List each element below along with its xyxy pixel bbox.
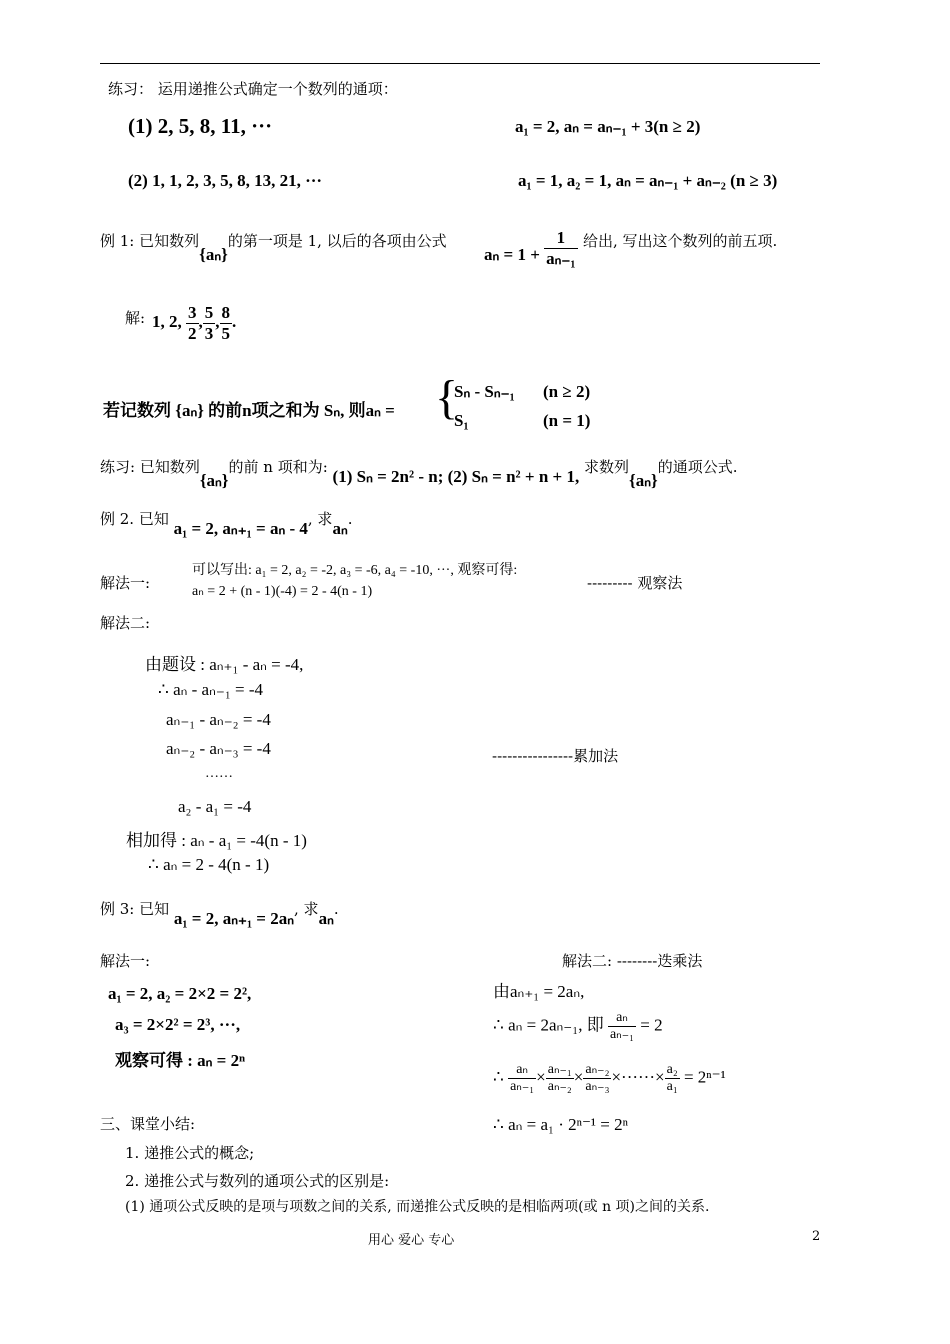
example3-m1-line1: a₁ = 2, a₂ = 2×2 = 2², <box>108 984 252 1003</box>
header-rule <box>100 63 820 64</box>
recurrence-1: a₁ = 2, aₙ = aₙ₋₁ + 3(n ≥ 2) <box>515 117 701 136</box>
example2-prompt: 例 2. 已知 a₁ = 2, aₙ₊₁ = aₙ - 4, 求aₙ. <box>100 510 353 538</box>
example1-solution-label: 解: <box>125 309 146 327</box>
example3-method2-label: 解法二: --------迭乘法 <box>562 952 703 970</box>
example2-method1-tag: --------- 观察法 <box>587 574 683 592</box>
sequence-2: (2) 1, 1, 2, 3, 5, 8, 13, 21, ··· <box>128 171 323 190</box>
example3-m1-line2: a₃ = 2×2² = 2³, ···, <box>115 1015 241 1034</box>
example3-m2-line4: ∴ aₙ = a₁ · 2ⁿ⁻¹ = 2ⁿ <box>493 1115 628 1134</box>
case-1-condition: (n ≥ 2) <box>543 382 591 401</box>
summary-item-2: 2. 递推公式与数列的通项公式的区别是: <box>125 1172 390 1190</box>
example1-formula: aₙ = 1 + $\frac{1}{\text{aₙ₋₁}}$ <box>484 228 576 268</box>
summary-item-3: (1) 通项公式反映的是项与项数之间的关系, 而递推公式反映的是相临两项(或 n 项)之间的关系. <box>125 1199 710 1215</box>
derivation-line: 相加得 : aₙ - a₁ = -4(n - 1) <box>126 831 307 850</box>
example3-m1-line3: 观察可得 : aₙ = 2ⁿ <box>115 1051 246 1070</box>
summary-title: 三、课堂小结: <box>100 1115 196 1133</box>
example2-method1-label: 解法一: <box>100 574 151 592</box>
example1-prompt-end: 给出, 写出这个数列的前五项. <box>583 232 778 250</box>
cases-brace: { <box>435 371 459 424</box>
example1-prompt: 例 1: 已知数列{aₙ}的第一项是 1, 以后的各项由公式 <box>100 232 447 264</box>
derivation-line: aₙ₋₂ - aₙ₋₃ = -4 <box>166 739 271 758</box>
derivation-line: ∴ aₙ = 2 - 4(n - 1) <box>148 855 270 874</box>
example3-m2-line3: ∴ $\frac{\text{aₙ}}{\text{aₙ₋₁}}$ × $\frac{\text{aₙ₋₁}}{\text{aₙ₋₂}}$ × $\frac{\text{aₙ₋₂}}{\text{aₙ₋₃}}$ ×······× $\frac{\text{a₂}}{\text{a₁}}$ = 2ⁿ⁻¹ <box>493 1062 726 1095</box>
example2-method1-line2: aₙ = 2 + (n - 1)(-4) = 2 - 4(n - 1) <box>192 584 373 599</box>
example1-solution: 1, 2, $\frac{3}{2}$ , $\frac{5}{3}$ , $\frac{8}{5}$ . <box>152 303 237 343</box>
practice1-heading: 练习： 运用递推公式确定一个数列的通项： <box>108 80 398 98</box>
example3-method1-label: 解法一: <box>100 952 151 970</box>
case-1: Sₙ - Sₙ₋₁ <box>454 382 515 401</box>
sum-definition: 若记数列 {aₙ} 的前n项之和为 Sₙ, 则aₙ = <box>103 401 395 420</box>
derivation-line: 由题设 : aₙ₊₁ - aₙ = -4, <box>145 655 304 674</box>
derivation-line: …… <box>205 766 233 781</box>
recurrence-2: a₁ = 1, a₂ = 1, aₙ = aₙ₋₁ + aₙ₋₂ (n ≥ 3) <box>518 171 778 190</box>
derivation-line: ∴ aₙ - aₙ₋₁ = -4 <box>158 680 264 699</box>
example2-method1-line1: 可以写出: a₁ = 2, a₂ = -2, a₃ = -6, a₄ = -10, ···, 观察可得: <box>192 563 518 578</box>
example3-m2-line2: ∴ aₙ = 2aₙ₋₁, 即 $\frac{\text{aₙ}}{\text{aₙ₋₁}}$ = 2 <box>493 1010 663 1043</box>
footer-motto: 用心 爱心 专心 <box>368 1233 455 1248</box>
summary-item-1: 1. 递推公式的概念; <box>125 1144 255 1162</box>
sequence-1: (1) 2, 5, 8, 11, ··· <box>128 114 273 138</box>
page-number: 2 <box>812 1229 821 1244</box>
example3-prompt: 例 3: 已知 a₁ = 2, aₙ₊₁ = 2aₙ, 求aₙ. <box>100 900 339 928</box>
case-2: S₁ <box>454 411 469 430</box>
derivation-line: a₂ - a₁ = -4 <box>178 797 252 816</box>
example3-m2-line1: 由aₙ₊₁ = 2aₙ, <box>493 982 585 1001</box>
example2-method2-label: 解法二: <box>100 614 151 632</box>
example2-method2-tag: ----------------累加法 <box>492 747 619 765</box>
practice2-line: 练习: 已知数列{aₙ}的前 n 项和为: (1) Sₙ = 2n² - n; (2) Sₙ = n² + n + 1, 求数列{aₙ}的通项公式. <box>100 458 738 490</box>
derivation-line: aₙ₋₁ - aₙ₋₂ = -4 <box>166 710 271 729</box>
case-2-condition: (n = 1) <box>543 411 591 430</box>
